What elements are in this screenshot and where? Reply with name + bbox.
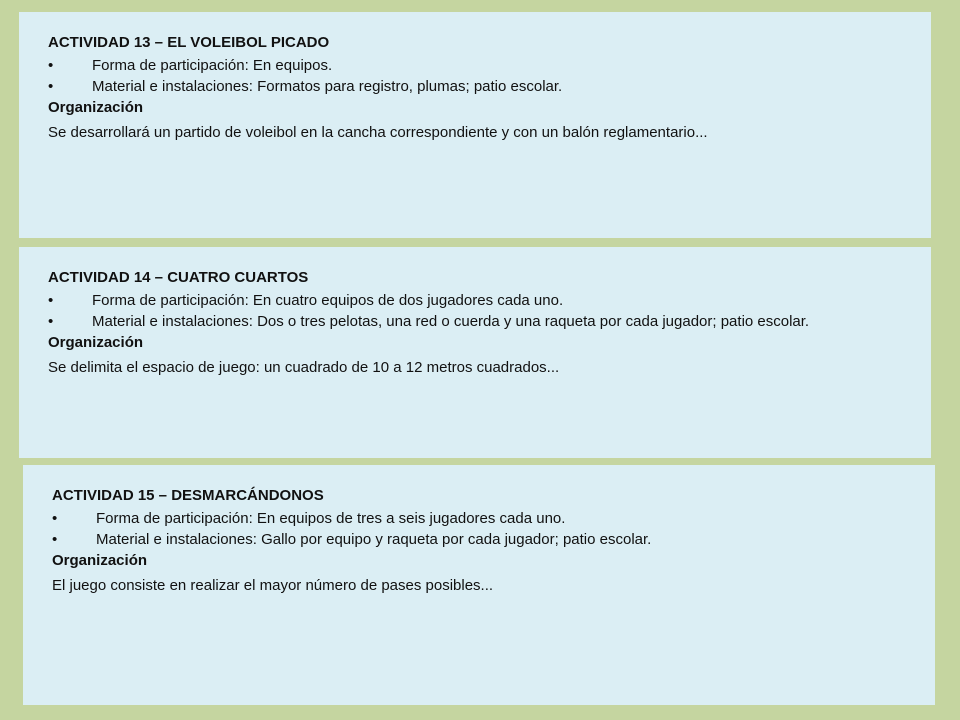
body-text: Se delimita el espacio de juego: un cuadrado de 10 a 12 metros cuadrados...: [48, 359, 560, 376]
section-heading: Organización: [52, 552, 148, 569]
bullet-icon: •: [52, 510, 58, 527]
activity-card-13: [19, 12, 931, 238]
activity-title: ACTIVIDAD 15 – DESMARCÁNDONOS: [52, 487, 324, 504]
bullet-item: • Forma de participación: En equipos.: [48, 57, 333, 74]
bullet-item: • Forma de participación: En cuatro equipos de dos jugadores cada uno.: [48, 292, 564, 309]
bullet-item: • Forma de participación: En equipos de tres a seis jugadores cada uno.: [52, 510, 566, 527]
section-heading: Organización: [48, 334, 144, 351]
section-heading: Organización: [48, 99, 144, 116]
bullet-item: • Material e instalaciones: Dos o tres pelotas, una red o cuerda y una raqueta por cada jugador; patio escolar.: [48, 313, 810, 330]
bullet-icon: •: [48, 78, 54, 95]
bullet-icon: •: [52, 531, 58, 548]
bullet-icon: •: [48, 57, 54, 74]
bullet-item: • Material e instalaciones: Formatos para registro, plumas; patio escolar.: [48, 78, 563, 95]
activity-title: ACTIVIDAD 14 – CUATRO CUARTOS: [48, 269, 309, 286]
activity-card-14: [19, 247, 931, 458]
bullet-icon: •: [48, 292, 54, 309]
activity-title: ACTIVIDAD 13 – EL VOLEIBOL PICADO: [48, 34, 330, 51]
bullet-item: • Material e instalaciones: Gallo por equipo y raqueta por cada jugador; patio escolar.: [52, 531, 652, 548]
body-text: El juego consiste en realizar el mayor número de pases posibles...: [52, 577, 494, 594]
body-text: Se desarrollará un partido de voleibol en la cancha correspondiente y con un balón reglamentario...: [48, 124, 708, 141]
bullet-icon: •: [48, 313, 54, 330]
activity-card-15: [23, 465, 935, 705]
